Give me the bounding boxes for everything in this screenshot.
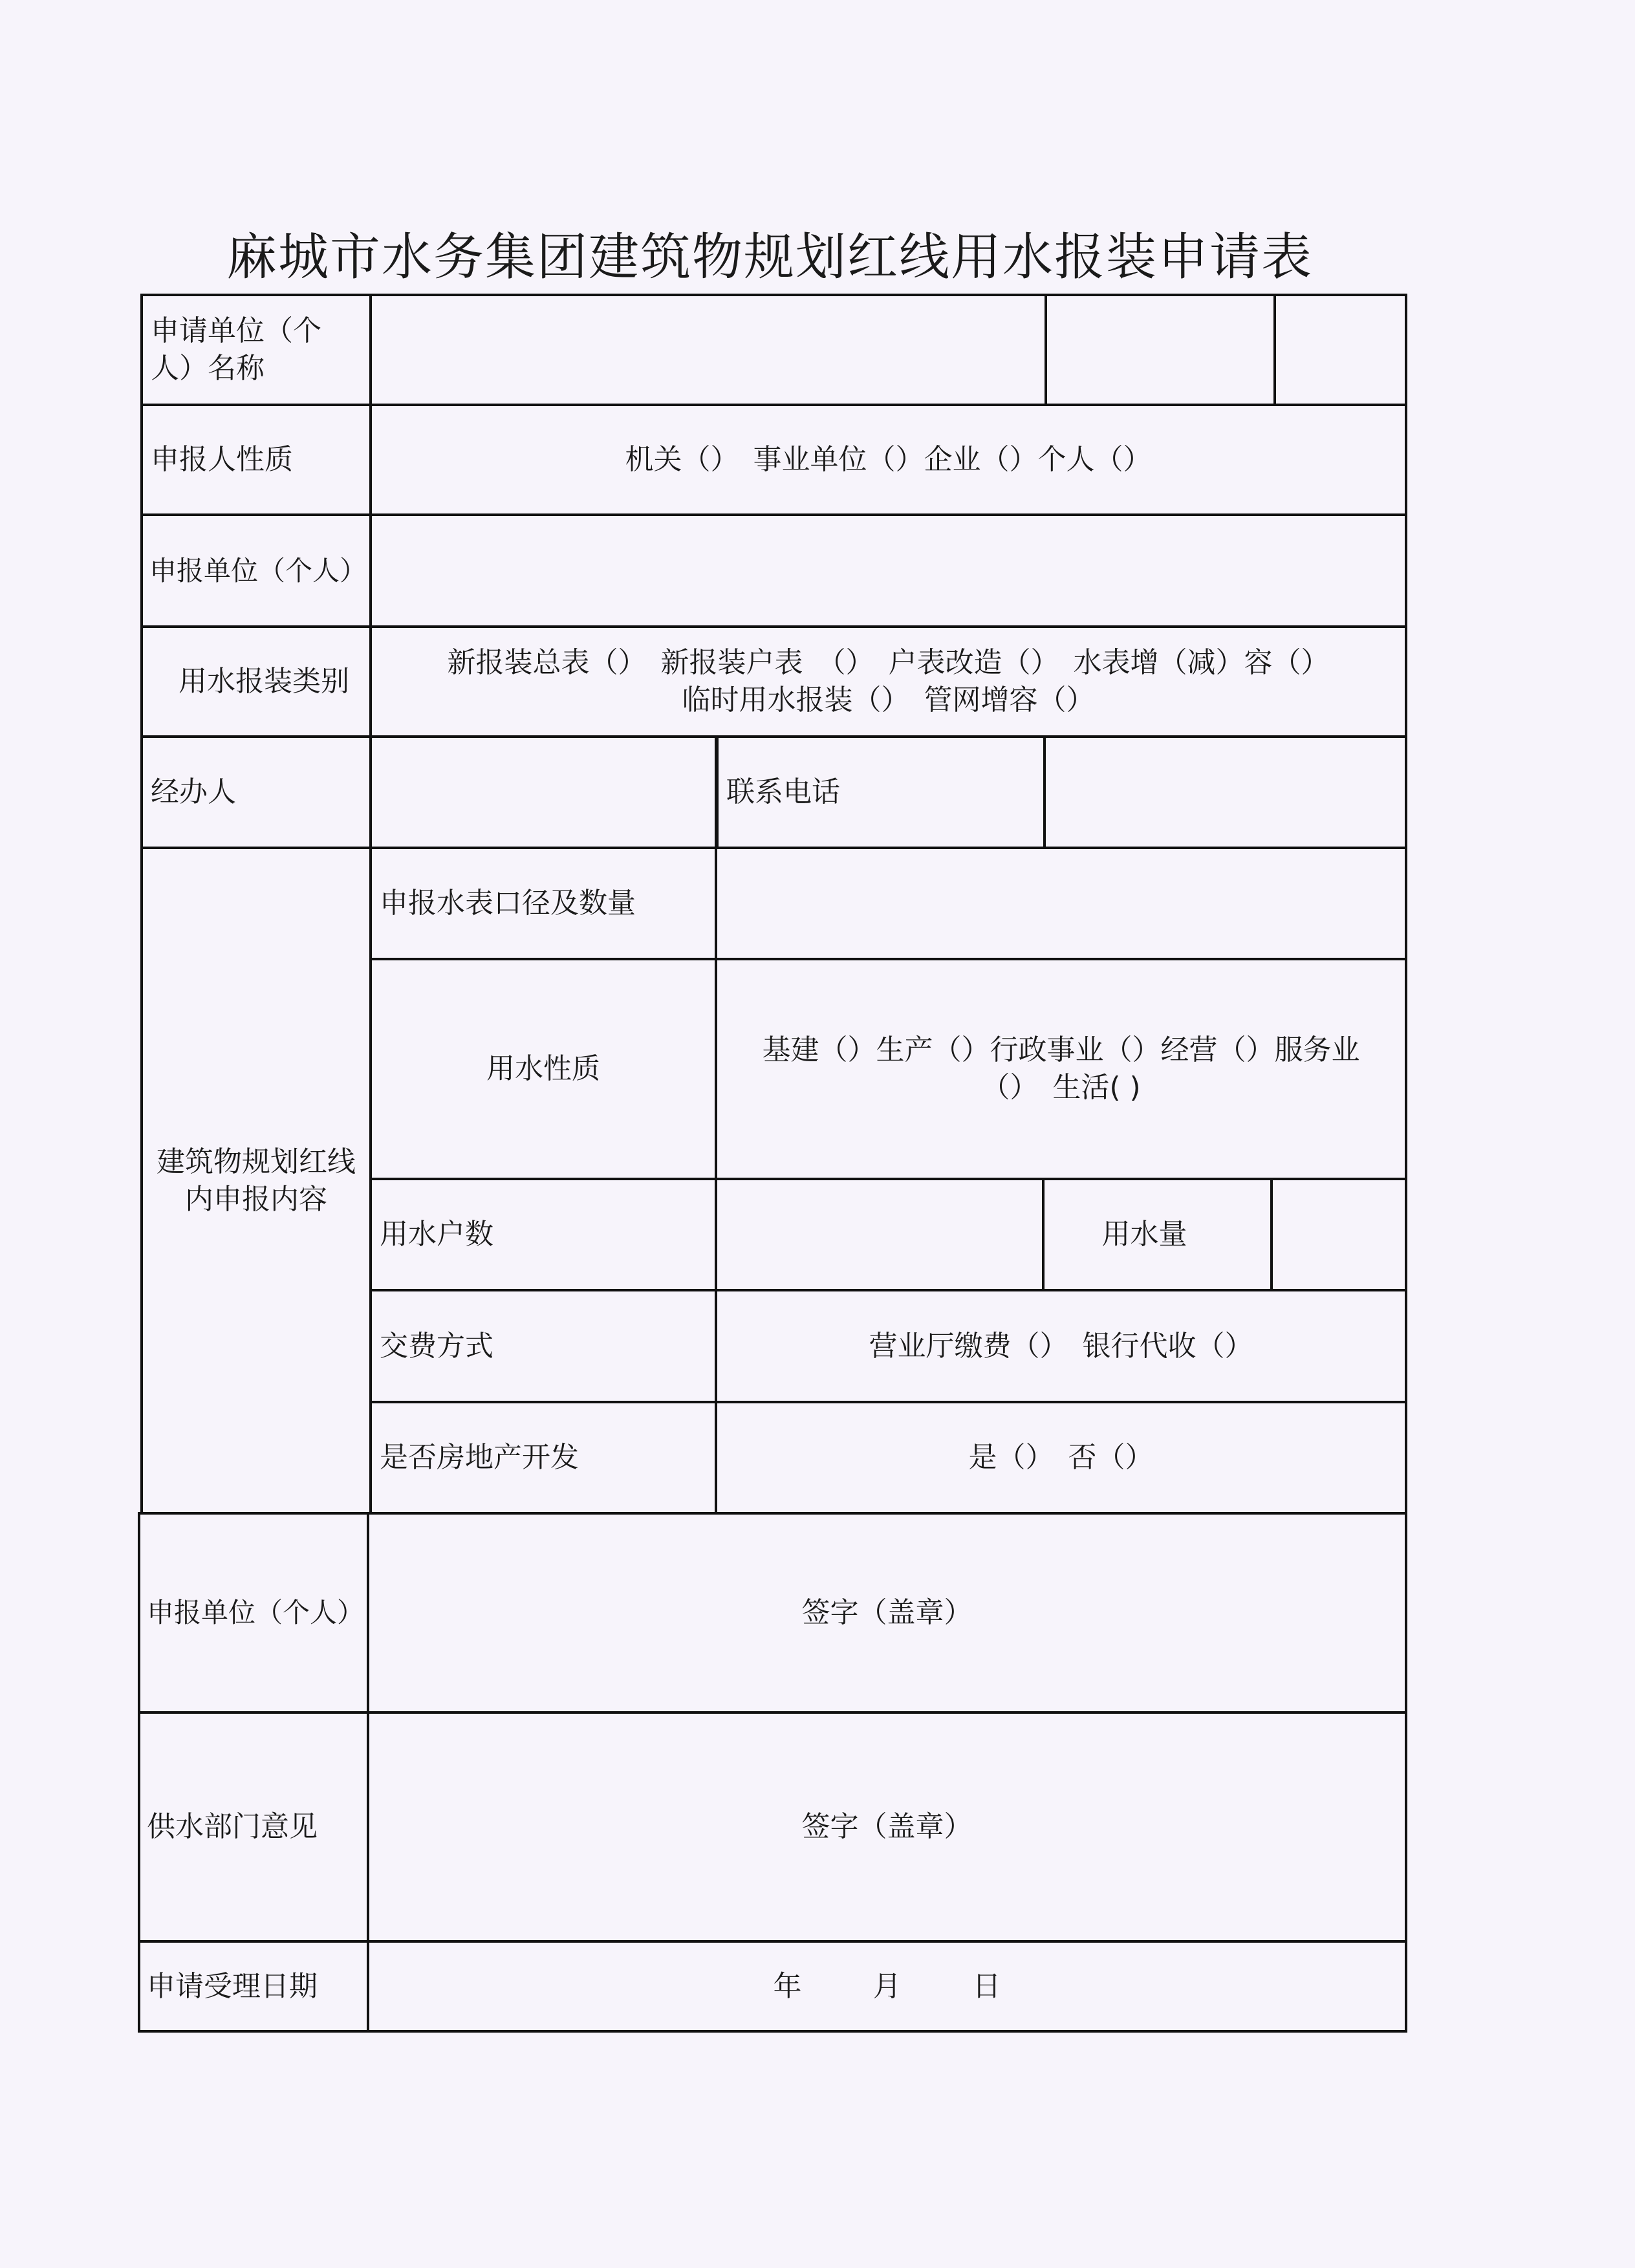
applicant-nature-label: 申报人性质 bbox=[140, 404, 372, 516]
phone-field[interactable] bbox=[1043, 735, 1407, 849]
accept-date-field[interactable] bbox=[367, 1940, 1407, 2033]
applicant-unit-label: 申报单位（个人） bbox=[140, 513, 372, 628]
volume-label: 用水量 bbox=[1042, 1178, 1273, 1291]
unit-sign-label: 申报单位（个人） bbox=[138, 1512, 369, 1714]
handler-field[interactable] bbox=[369, 735, 717, 849]
group-label: 建筑物规划红线内申报内容 bbox=[140, 847, 372, 1515]
supply-opinion-label: 供水部门意见 bbox=[138, 1711, 369, 1943]
applicant-nature-options[interactable]: 机关（） 事业单位（）企业（）个人（） bbox=[369, 404, 1407, 516]
install-type-options[interactable] bbox=[369, 625, 1407, 738]
water-nature-line-1: 基建（）生产（）行政事业（）经营（）服务业 bbox=[762, 1033, 1360, 1066]
volume-field[interactable] bbox=[1270, 1178, 1407, 1291]
phone-label: 联系电话 bbox=[716, 735, 1046, 849]
install-type-line-2: 临时用水报装（） 管网增容（） bbox=[682, 684, 1095, 717]
meter-label: 申报水表口径及数量 bbox=[369, 847, 717, 960]
households-field[interactable] bbox=[715, 1178, 1045, 1291]
applicant-unit-field[interactable] bbox=[369, 513, 1407, 628]
water-nature-options[interactable] bbox=[715, 958, 1407, 1180]
accept-date-label: 申请受理日期 bbox=[138, 1940, 369, 2033]
month-label: 月 bbox=[872, 1969, 902, 2003]
households-label: 用水户数 bbox=[369, 1178, 717, 1291]
applicant-name-field[interactable] bbox=[369, 294, 1047, 406]
real-estate-options[interactable]: 是（） 否（） bbox=[715, 1401, 1407, 1515]
applicant-name-extra-field-1[interactable] bbox=[1045, 294, 1276, 406]
year-label: 年 bbox=[773, 1969, 802, 2003]
water-nature-label: 用水性质 bbox=[369, 958, 717, 1180]
applicant-name-label: 申请单位（个人）名称 bbox=[140, 294, 372, 406]
supply-opinion-field[interactable]: 签字（盖章） bbox=[367, 1711, 1407, 1943]
unit-sign-field[interactable]: 签字（盖章） bbox=[367, 1512, 1407, 1714]
meter-field[interactable] bbox=[715, 847, 1407, 960]
form-title: 麻城市水务集团建筑物规划红线用水报装申请表 bbox=[226, 228, 1313, 286]
handler-label: 经办人 bbox=[140, 735, 372, 849]
day-label: 日 bbox=[972, 1969, 1001, 2003]
payment-label: 交费方式 bbox=[369, 1289, 717, 1403]
install-type-line-1: 新报装总表（） 新报装户表 （） 户表改造（） 水表增（减）容（） bbox=[447, 646, 1330, 679]
real-estate-label: 是否房地产开发 bbox=[369, 1401, 717, 1515]
applicant-name-extra-field-2[interactable] bbox=[1273, 294, 1407, 406]
water-nature-line-2: （） 生活( ) bbox=[981, 1071, 1141, 1104]
payment-options[interactable]: 营业厅缴费（） 银行代收（） bbox=[715, 1289, 1407, 1403]
install-type-label: 用水报装类别 bbox=[140, 625, 372, 738]
